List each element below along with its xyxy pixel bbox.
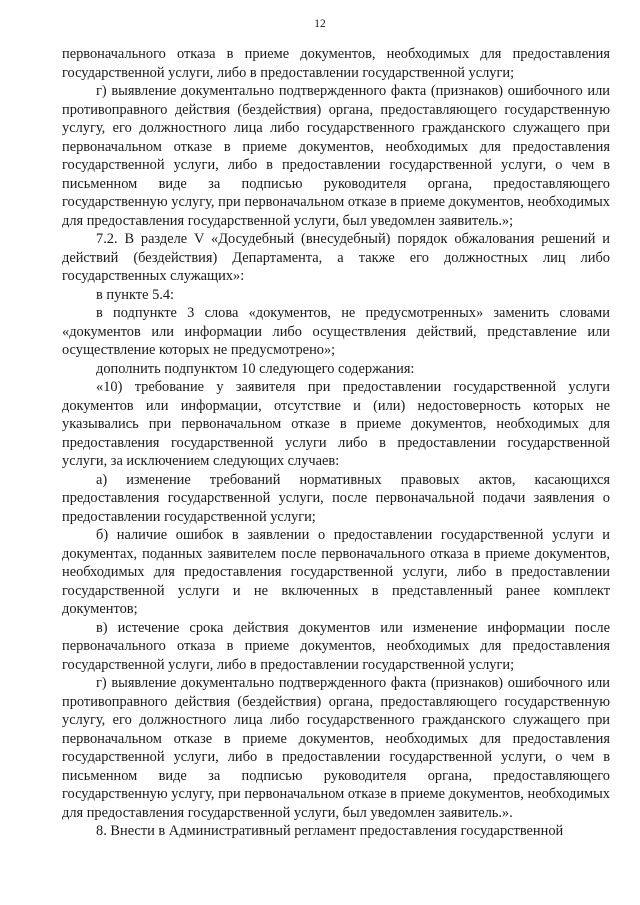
paragraph-subpoint-3: в подпункте 3 слова «документов, не предусмотренных» заменить словами «документов или информации либо осуществления действий, представление или осуществление которых не предусмотрено»;: [62, 305, 610, 358]
paragraph-item-v: в) истечение срока действия документов или изменение информации после первоначального отказа в приеме документов, необходимых для предоставления государственной услуги, либо в предоставлении государственной услуги;: [62, 619, 610, 673]
paragraph-section-8: 8. Внести в Административный регламент предоставления государственной: [96, 823, 564, 839]
paragraph-add-subpoint-10: дополнить подпунктом 10 следующего содержания:: [96, 360, 415, 377]
paragraph-item-a: а) изменение требований нормативных правовых актов, касающихся предоставления государственной услуги, после первоначальной подачи заявления о предоставлении государственной услуги;: [62, 471, 610, 525]
paragraph-section-7-2: 7.2. В разделе V «Досудебный (внесудебный) порядок обжалования решений и действий (бездействия) Департамента, а также его должностных лиц либо государственных служащих»:: [62, 231, 610, 284]
paragraph-subpoint-10: «10) требование у заявителя при предоставлении государственной услуги документов или информации, отсутствие и (или) недостоверность которых не указывались при первоначальном отказе в приеме документов, необходимых для предоставления государственной услуги либо в предоставлении государственной услуги, за исключением следующих случаев:: [62, 379, 610, 469]
paragraph-point-5-4: в пункте 5.4:: [96, 286, 175, 303]
paragraph-item-g: г) выявление документально подтвержденного факта (признаков) ошибочного или противоправного действия (бездействия) органа, предоставляющего государственную услугу, его должностного лица либо государственного гражданского служащего при первоначальном отказе в приеме документов, необходимых для предоставления государственной услуги, либо в предоставлении государственной услуги, о чем в письменном виде за подписью руководителя органа, предоставляющего государственную услугу, при первоначальном отказе в приеме документов, необходимых для предоставления государственной услуги, был уведомлен заявитель.»;: [62, 83, 610, 229]
paragraph-item-g-2: г) выявление документально подтвержденного факта (признаков) ошибочного или противоправного действия (бездействия) органа, предоставляющего государственную услугу, его должностного лица либо государственного гражданского служащего при первоначальном отказе в приеме документов, необходимых для предоставления государственной услуги, либо в предоставлении государственной услуги, о чем в письменном виде за подписью руководителя органа, предоставляющего государственную услугу, при первоначальном отказе в приеме документов, необходимых для предоставления государственной услуги, был уведомлен заявитель.».: [62, 675, 610, 821]
page-number: 12: [314, 18, 326, 30]
paragraph-continuation: первоначального отказа в приеме документов, необходимых для предоставления государственной услуги, либо в предоставлении государственной услуги;: [62, 46, 610, 81]
document-body: [62, 45, 610, 841]
paragraph-item-b: б) наличие ошибок в заявлении о предоставлении государственной услуги и документах, поданных заявителем после первоначального отказа в приеме документов, необходимых для предоставления государственной услуги, либо в предоставлении государственной услуги и не включенных в представленный ранее комплект документов;: [62, 527, 610, 617]
